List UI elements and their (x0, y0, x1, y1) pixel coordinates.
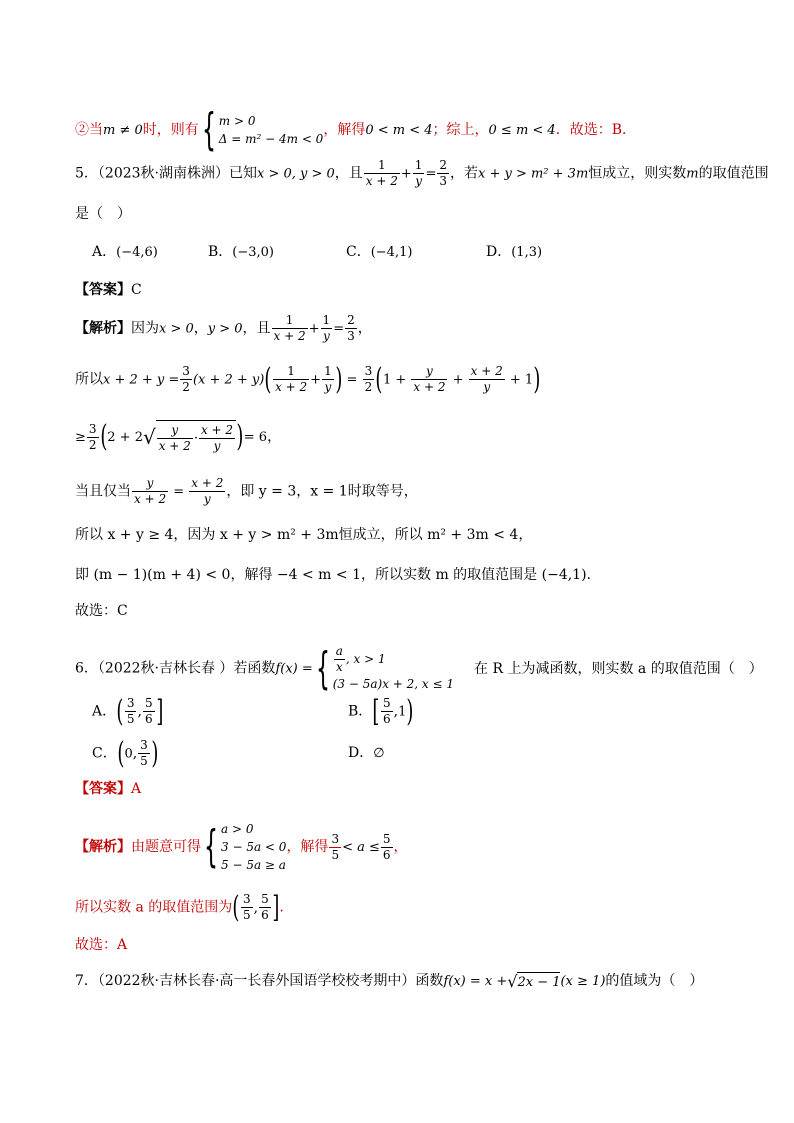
q5-var: m (686, 166, 699, 182)
q5-fraction-1: $\frac{1}{x + 2}$ (365, 158, 398, 188)
q6-piecewise: $\frac{a}{x}$ , x > 1 (3 − 5a)x + 2, x ≤ 1 (332, 644, 455, 691)
coef-fraction: $\frac{3}{2}$ (182, 364, 190, 394)
q6-tail: 在 R 上为减函数，则实数 a 的取值范围（ ） (474, 660, 763, 677)
q5-option-d[interactable]: D．(1,3) (486, 244, 543, 260)
q5-analysis-line1: 【解析】因为x > 0，y > 0，且 $\frac{1}{x + 2}$ + $\frac{1}{y}$ = $\frac{2}{3}$ ， (75, 313, 372, 343)
q7-stem: 7．（2022秋·吉林长春·高一长春外国语学校校考期中）函数f(x) = x +√2x − 1(x ≥ 1)的值域为（ ） (75, 971, 704, 991)
q5-fraction-2: $\frac{1}{y}$ (414, 158, 423, 188)
q5-option-a[interactable]: A．(−4,6) (92, 244, 158, 260)
q6-heading: 6．（2022秋·吉林长春 ）若函数 (75, 660, 276, 677)
case-line-2: Δ = m² − 4m < 0 (218, 132, 324, 146)
q6-answer (75, 778, 141, 798)
q6-function: f(x) = (275, 661, 313, 677)
circled-two-label: ②当 (75, 122, 103, 138)
case-line-1: m > 0 (218, 114, 256, 128)
sqrt-frac-1: $\frac{y}{x + 2}$ (158, 423, 191, 453)
l2-frac-2: $\frac{1}{y}$ (324, 364, 332, 394)
a1-fraction-3: $\frac{2}{3}$ (347, 313, 355, 343)
eq-frac-2: $\frac{x + 2}{y}$ (191, 476, 224, 506)
l2-frac-1: $\frac{1}{x + 2}$ (275, 364, 308, 394)
coef-fraction-2: $\frac{3}{2}$ (364, 364, 373, 394)
prev-solution-tail (75, 104, 636, 155)
sqrt-symbol: √ $\frac{y}{x + 2}$ · $\frac{x + 2}{y}$ (143, 420, 236, 454)
q5-tail2: 的取值范围 (698, 165, 769, 182)
q6-analysis-line1: 【解析】由题意可得{ a > 0 3 − 5a < 0 5 − 5a ≥ a ，解得 $\frac{3}{5}$ < a ≤ $\frac{5}{6}$ ， (75, 821, 408, 872)
answer-value: A (131, 781, 142, 797)
eq-frac-1: $\frac{y}{x + 2}$ (134, 476, 167, 506)
answer-label: 【答案】 (75, 282, 131, 298)
q5-analysis-line2: 所以x + 2 + y = $\frac{3}{2}$ (x + 2 + y)( $\frac{1}{x + 2}$ + $\frac{1}{y}$ ) = $\frac{3}{2}$ (1 + $\frac{y}{x + 2}$ + $\frac{x + 2}{y}$ + 1) (75, 361, 541, 397)
summary-text: ；综上， (432, 122, 489, 138)
q6-option-b[interactable]: B．[ $\frac{5}{6}$ ,1) (348, 693, 414, 729)
coef-fraction-3: $\frac{3}{2}$ (88, 421, 97, 452)
then-text: 时，则有 (142, 122, 199, 138)
because-text: 因为 (131, 320, 159, 337)
q5-analysis-line3: ≥ $\frac{3}{2}$ (2 + 2√ $\frac{y}{x + 2}$ · $\frac{x + 2}{y}$ )= 6， (75, 419, 282, 454)
brace-icon: { (315, 642, 330, 694)
q5-if: ，若 (449, 165, 478, 182)
q7-heading: 7．（2022秋·吉林长春·高一长春外国语学校校考期中）函数 (75, 973, 444, 989)
q5-heading: 5．（2023秋·湖南株洲）已知 (75, 165, 257, 182)
condition-m: m ≠ 0 (103, 123, 143, 138)
result-2: 0 ≤ m < 4 (488, 123, 556, 138)
analysis-label: 【解析】 (75, 320, 131, 337)
analysis-label: 【解析】 (75, 839, 131, 855)
q5-stem-line2: 是（ ） (75, 206, 131, 222)
q5-and: ，且 (334, 165, 363, 182)
q5-stem-line1 (75, 158, 769, 189)
equals-sign: = (425, 166, 437, 182)
q6-conclusion: 故选：A (75, 937, 128, 953)
q5-analysis-line6: 即 (m − 1)(m + 4) < 0，解得 −4 < m < 1，所以实数 m 的取值范围是 (−4,1). (75, 567, 591, 583)
sqrt-frac-2: $\frac{x + 2}{y}$ (200, 423, 234, 453)
result-1: 0 < m < 4 (365, 123, 433, 138)
brace-icon: { (201, 104, 216, 155)
q5-analysis-conclusion: 故选：C (75, 603, 128, 619)
q5-condition: x > 0, y > 0 (257, 166, 335, 182)
answer-label: 【答案】 (75, 781, 131, 797)
q6-option-a[interactable]: A．( $\frac{3}{5}$ , $\frac{5}{6}$ ] (92, 693, 163, 729)
case-system (219, 112, 324, 148)
a1-fraction-2: $\frac{1}{y}$ (322, 313, 331, 343)
q6-option-c[interactable]: C．(0, $\frac{3}{5}$ ) (92, 735, 159, 771)
q5-option-c[interactable]: C．(−4,1) (346, 244, 413, 260)
q5-inequality: x + y > m² + 3m (477, 166, 589, 182)
sqrt-symbol: √2x − 1 (507, 971, 561, 991)
plus-sign: + (400, 166, 412, 182)
solve-text: ，解得 (323, 122, 366, 138)
q5-tail: 恒成立，则实数 (588, 165, 687, 182)
answer-value: C (131, 282, 142, 298)
q5-fraction-3: $\frac{2}{3}$ (439, 158, 447, 188)
q5-analysis-line5: 所以 x + y ≥ 4，因为 x + y > m² + 3m恒成立，所以 m² + 3m < 4， (75, 527, 533, 543)
l2-frac-4: $\frac{x + 2}{y}$ (470, 364, 503, 394)
q6-option-d[interactable]: D．∅ (348, 745, 385, 761)
a1-fraction-1: $\frac{1}{x + 2}$ (273, 313, 306, 343)
q6-stem (75, 644, 763, 693)
q5-answer (75, 279, 142, 299)
l2-frac-3: $\frac{y}{x + 2}$ (413, 364, 446, 394)
q5-option-b[interactable]: B．(−3,0) (208, 244, 275, 260)
q5-analysis-line4: 当且仅当 $\frac{y}{x + 2}$ = $\frac{x + 2}{y}$ ，即 y = 3，x = 1时取等号， (75, 476, 418, 506)
q6-system: a > 0 3 − 5a < 0 5 − 5a ≥ a (221, 822, 287, 872)
choice-text: ．故选：B． (555, 122, 636, 138)
q6-analysis-line2: 所以实数 a 的取值范围为( $\frac{3}{5}$ , $\frac{5}{6}$ ]. (75, 889, 284, 925)
